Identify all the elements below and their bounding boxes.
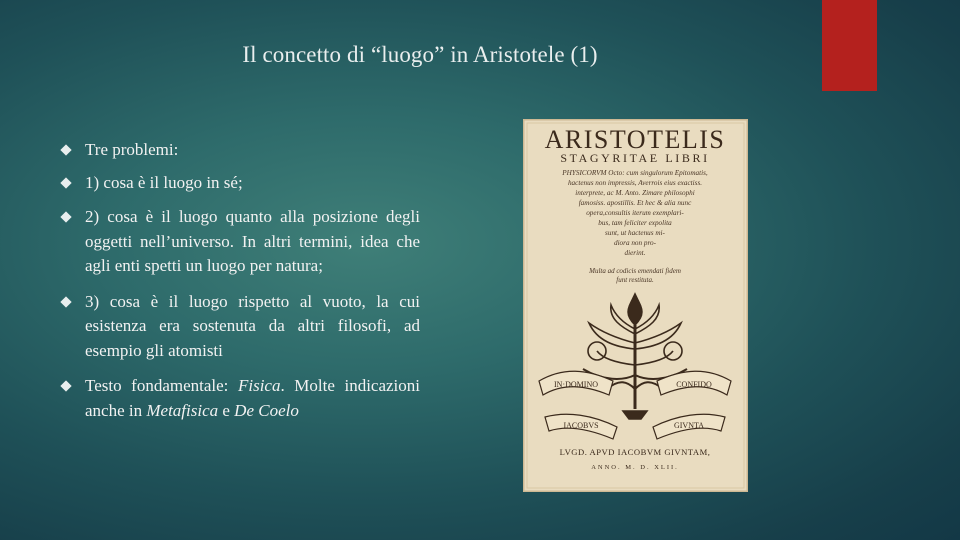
svg-text:bus, tam feliciter expolita: bus, tam feliciter expolita (598, 219, 672, 227)
bullet-item (62, 290, 420, 364)
svg-text:opera,consultis iterum exempla: opera,consultis iterum exemplari- (586, 209, 684, 217)
diamond-bullet-icon (60, 177, 71, 188)
svg-text:diora non pro-: diora non pro- (613, 239, 657, 247)
svg-text:sunt, ut hactenus mi-: sunt, ut hactenus mi- (605, 229, 665, 237)
bullet-item (62, 138, 420, 163)
book-title-page-image (523, 119, 748, 492)
bullet-item (62, 171, 420, 196)
svg-text:Multa ad codicis emendati fide: Multa ad codicis emendati fidem (589, 267, 681, 275)
book-title-fisica: Fisica (237, 376, 281, 395)
bullet-text: Tre problemi: (85, 140, 179, 159)
bullet-text: 1) cosa è il luogo in sé; (85, 172, 243, 192)
bullet-text: 2) cosa è il luogo quanto alla posizione degli oggetti nell’universo. In altri termini, idea che agli enti spetti un luogo per natura; (85, 207, 420, 275)
banner-text-in-domino: IN·DOMINO (554, 380, 598, 389)
book-title-line: ARISTOTELIS (544, 125, 726, 154)
bullet-list (62, 138, 420, 432)
slide-title: Il concetto di “luogo” in Aristotele (1) (242, 42, 598, 67)
svg-text:famosiss. apostillis. Et hec &: famosiss. apostillis. Et hec & alia nunc (578, 199, 692, 207)
book-title-de-coelo: De Coelo (234, 400, 299, 420)
bullet-text: 3) cosa è il luogo rispetto al vuoto, la cui esistenza era sostenuta da altri filosofi, ad esempio gli atomisti (85, 291, 420, 360)
banner-text-confido: CONFIDO (676, 380, 712, 389)
book-title-metafisica: Metafisica (146, 400, 219, 420)
bullet-item (62, 374, 420, 423)
svg-text:PHYSICORVM Octo: cum singuloru: PHYSICORVM Octo: cum singulorum Epitomatis, (562, 169, 708, 177)
bullet-text: Testo fondamentale: Fisica. Molte indicazioni anche in Metafisica e De Coelo (85, 376, 420, 420)
diamond-bullet-icon (60, 211, 71, 222)
svg-text:interprete, ac M. Anto. Zimare: interprete, ac M. Anto. Zimare philosophi (575, 189, 695, 197)
svg-text:dierint.: dierint. (624, 249, 646, 257)
diamond-bullet-icon (60, 296, 71, 307)
bullet-item (62, 205, 420, 279)
banner-text-giunta: GIVNTA (673, 421, 705, 430)
book-subtitle-line: STAGYRITAE LIBRI (560, 151, 710, 165)
book-imprint-line: LVGD. APVD IACOBVM GIVNTAM, (559, 447, 711, 457)
banner-text-iacobus: IACOBVS (563, 421, 599, 430)
svg-text:hactenus non impressis, Averro: hactenus non impressis, Averrois eius exactiss. (567, 179, 703, 187)
diamond-bullet-icon (60, 144, 71, 155)
diamond-bullet-icon (60, 380, 71, 391)
svg-text:funt restituta.: funt restituta. (616, 276, 654, 284)
book-imprint-year: ANNO. M. D. XLII. (591, 464, 679, 471)
